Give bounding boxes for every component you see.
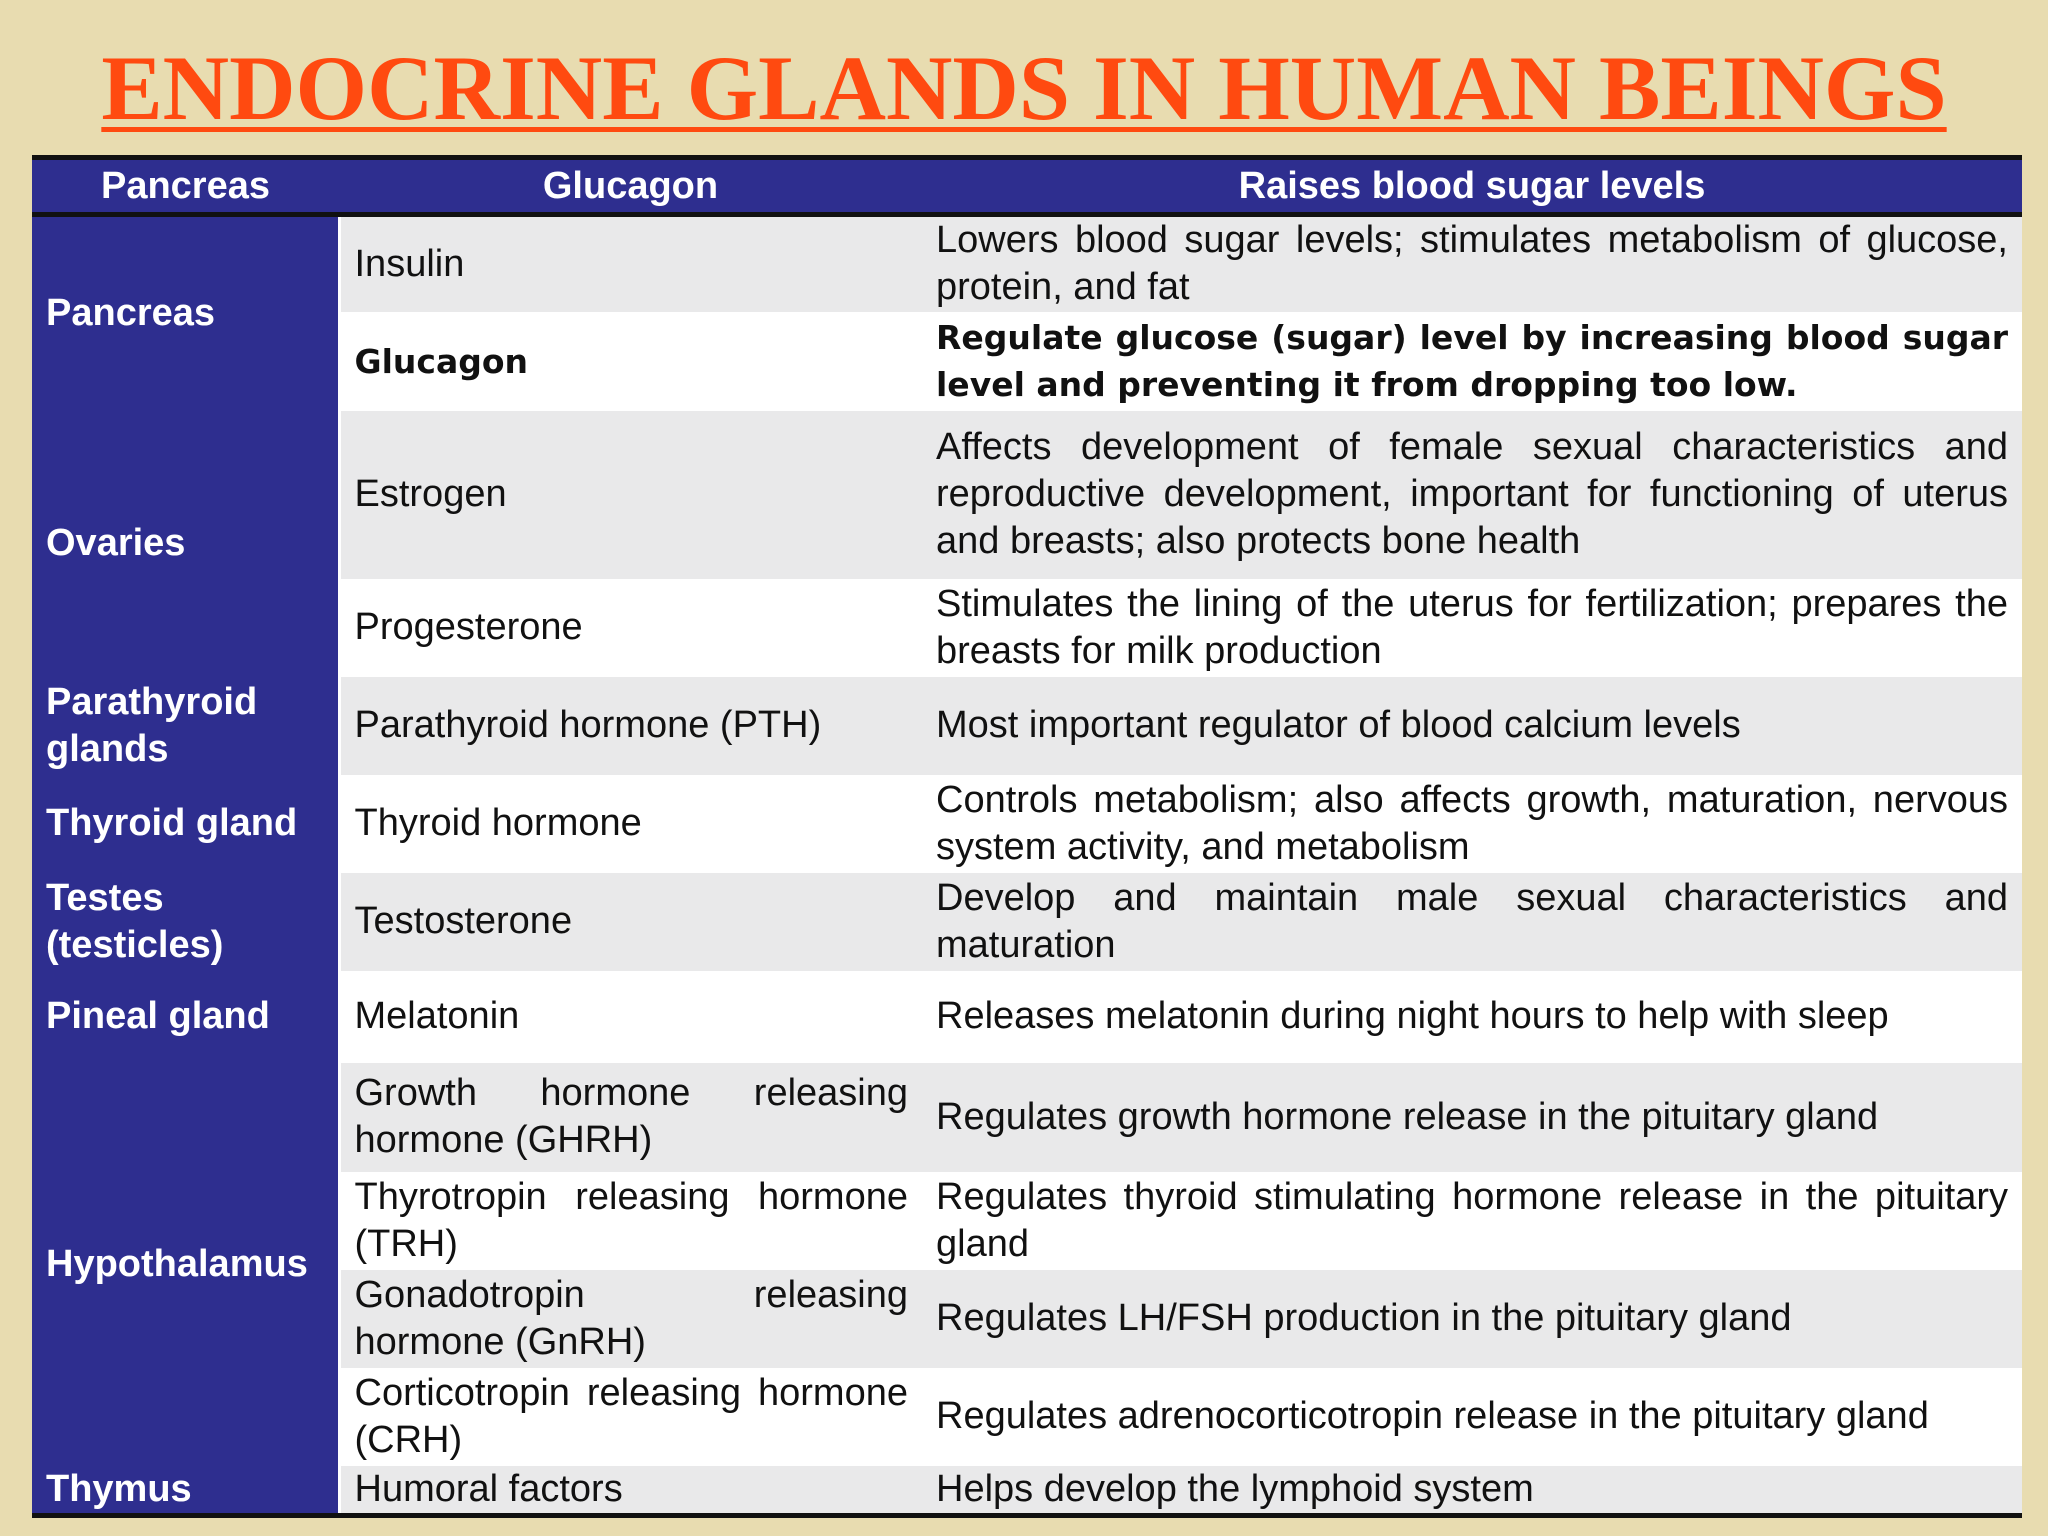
header-gland: Pancreas [32, 158, 339, 215]
function-cell: Affects development of female sexual characteristics and reproductive development, important for functioning of uterus and breasts; also protects bone health [922, 411, 2022, 579]
hormone-cell: Insulin [339, 215, 922, 312]
function-cell: Regulates thyroid stimulating hormone release in the pituitary gland [922, 1172, 2022, 1270]
gland-cell: Pineal gland [32, 971, 339, 1063]
hormone-cell: Testosterone [339, 873, 922, 971]
gland-cell: Testes (testicles) [32, 873, 339, 971]
function-cell: Develop and maintain male sexual characteristics and maturation [922, 873, 2022, 971]
function-cell: Releases melatonin during night hours to help with sleep [922, 971, 2022, 1063]
function-cell: Regulate glucose (sugar) level by increasing blood sugar level and preventing it from dropping too low. [922, 312, 2022, 411]
gland-cell: Ovaries [32, 411, 339, 677]
hormone-cell: Corticotropin releasing hormone (CRH) [339, 1368, 922, 1466]
function-cell: Regulates growth hormone release in the pituitary gland [922, 1063, 2022, 1172]
function-cell: Stimulates the lining of the uterus for fertilization; prepares the breasts for milk production [922, 579, 2022, 677]
hormone-cell: Humoral factors [339, 1466, 922, 1516]
table-row [32, 1466, 2022, 1516]
function-cell: Controls metabolism; also affects growth, maturation, nervous system activity, and metabolism [922, 775, 2022, 873]
table-row [32, 971, 2022, 1063]
function-cell: Lowers blood sugar levels; stimulates metabolism of glucose, protein, and fat [922, 215, 2022, 312]
table-row [32, 1063, 2022, 1172]
hormone-cell: Progesterone [339, 579, 922, 677]
hormone-cell: Parathyroid hormone (PTH) [339, 677, 922, 775]
table-row [32, 411, 2022, 579]
hormone-cell: Thyrotropin releasing hormone (TRH) [339, 1172, 922, 1270]
gland-cell: Pancreas [32, 215, 339, 411]
header-hormone: Glucagon [339, 158, 922, 215]
table-row [32, 677, 2022, 775]
function-cell: Regulates adrenocorticotropin release in the pituitary gland [922, 1368, 2022, 1466]
function-cell: Most important regulator of blood calcium levels [922, 677, 2022, 775]
hormone-cell: Glucagon [339, 312, 922, 411]
table-row [32, 215, 2022, 312]
gland-cell: Parathyroid glands [32, 677, 339, 775]
gland-cell: Hypothalamus [32, 1063, 339, 1466]
hormone-cell: Melatonin [339, 971, 922, 1063]
hormone-cell: Thyroid hormone [339, 775, 922, 873]
gland-cell: Thymus [32, 1466, 339, 1516]
table-row [32, 775, 2022, 873]
endocrine-table [32, 155, 2022, 1518]
hormone-cell: Estrogen [339, 411, 922, 579]
page-title [0, 38, 2048, 138]
header-function: Raises blood sugar levels [922, 158, 2022, 215]
function-cell: Regulates LH/FSH production in the pituitary gland [922, 1270, 2022, 1368]
hormone-cell: Growth hormone releasing hormone (GHRH) [339, 1063, 922, 1172]
function-cell: Helps develop the lymphoid system [922, 1466, 2022, 1516]
page-title-text: ENDOCRINE GLANDS IN HUMAN BEINGS [101, 37, 1947, 139]
hormone-cell: Gonadotropin releasing hormone (GnRH) [339, 1270, 922, 1368]
gland-cell: Thyroid gland [32, 775, 339, 873]
table-row [32, 873, 2022, 971]
table-header-row [32, 158, 2022, 215]
